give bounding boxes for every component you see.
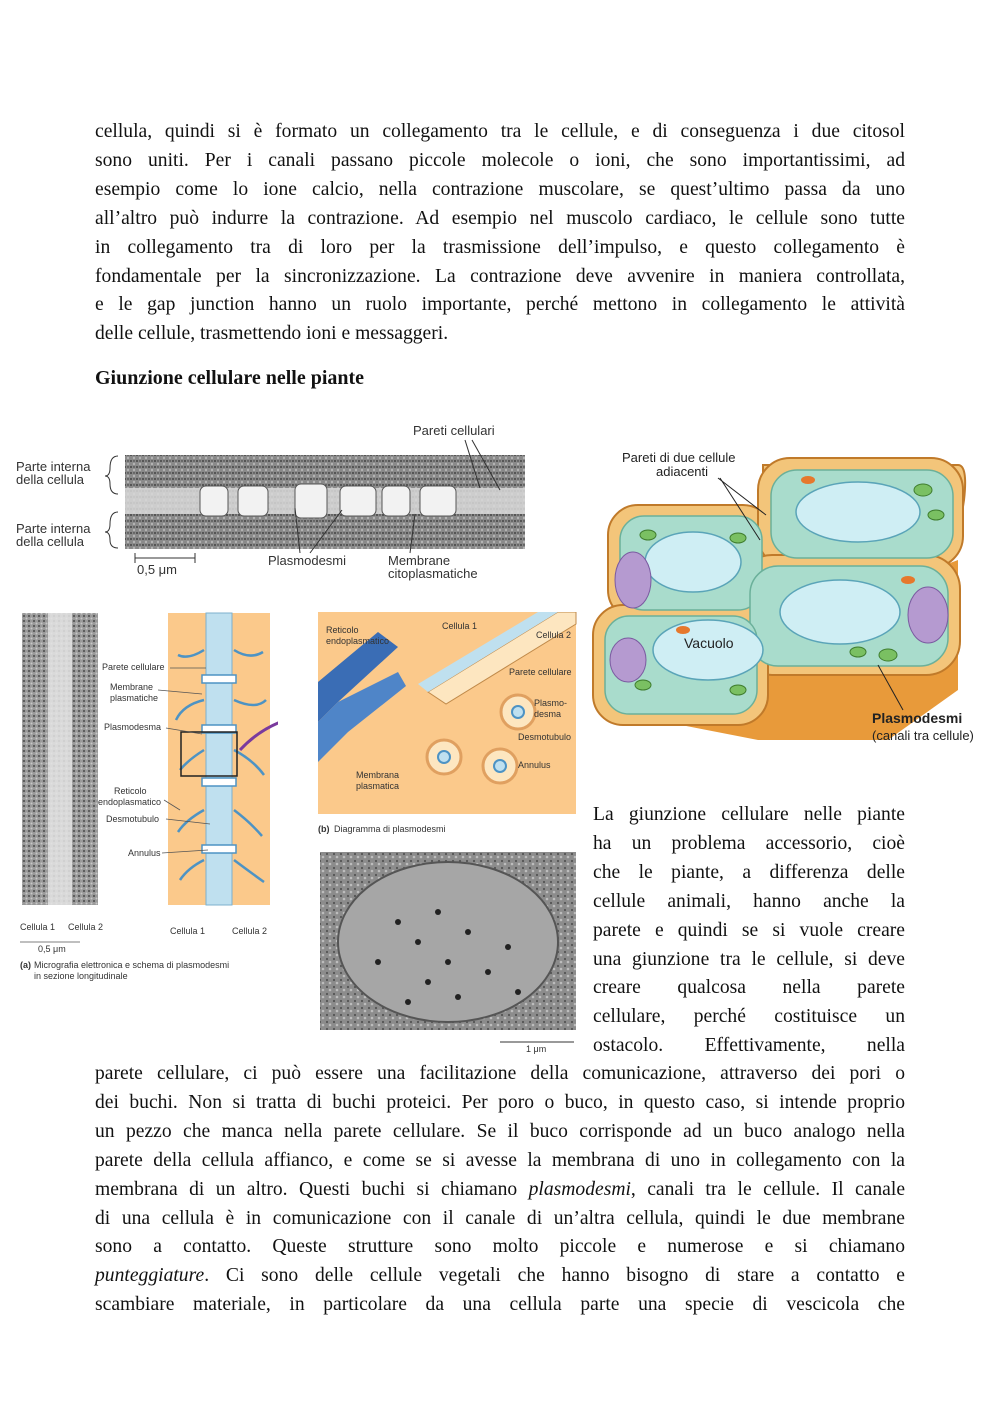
a-label-reticolo: Reticolo <box>114 786 147 796</box>
intro-line: in collegamento tra di loro per la trasmissione dell’impulso, e questo collegamento è <box>95 236 905 258</box>
label-plasmodesmi-3d: Plasmodesmi <box>872 710 963 726</box>
label-citoplasmatiche: citoplasmatiche <box>388 566 478 581</box>
bottom-line <box>95 1262 905 1291</box>
a-caption-2: in sezione longitudinale <box>34 971 128 981</box>
a-label-cellula2b: Cellula 2 <box>232 926 268 936</box>
label-vacuolo: Vacuolo <box>684 635 734 651</box>
bottom-line: parete della cellula affianco, e come se si avesse la membrana di uno in collegamento con la <box>95 1149 905 1171</box>
label-pareti-due-cellule: Pareti di due cellule <box>622 450 736 465</box>
a-label-cellula1b: Cellula 1 <box>170 926 206 936</box>
bottom-line <box>95 1176 905 1205</box>
figure-b-diagram <box>318 612 578 840</box>
b-label-reticolo: Reticolo <box>326 625 359 635</box>
label-plasmodesmi: Plasmodesmi <box>268 553 347 568</box>
intro-line: e le gap junction hanno un ruolo importante, perché mettono in collegamento le attività <box>95 294 905 316</box>
label-parte-interna-1b: della cellula <box>16 472 84 487</box>
a-label-plasmodesma: Plasmodesma <box>104 722 162 732</box>
b-label-membrana: Membrana <box>356 770 400 780</box>
figure-a-longitudinal <box>18 610 278 990</box>
a-label-parete: Parete cellulare <box>102 662 165 672</box>
side-paragraph <box>593 801 905 1061</box>
bottom-line: un pezzo che manca nella parete cellulare. Se il buco corrisponde ad un buco analogo nella <box>95 1120 905 1142</box>
label-parte-interna-1a: Parte interna <box>16 459 91 474</box>
intro-line: fondamentale per la sincronizzazione. La contrazione deve avvenire in maniera controllata, <box>95 265 905 287</box>
bottom-line-post: . Ci sono delle cellule vegetali che hanno bisogno di stare a contatto e <box>204 1265 905 1287</box>
label-pareti-cellulari: Pareti cellulari <box>413 423 495 438</box>
side-line: parete e quindi se si vuole creare <box>593 919 905 941</box>
intro-line: esempio come lo ione calcio, nella contrazione muscolare, se quest’ultimo passa da uno <box>95 178 905 200</box>
a-label-cellula2: Cellula 2 <box>68 922 104 932</box>
b-label-annulus: Annulus <box>518 760 551 770</box>
b-caption-tag: (b) <box>318 824 330 834</box>
side-line: una giunzione tra le cellule, si deve <box>593 948 905 970</box>
label-parte-interna-2a: Parte interna <box>16 521 91 536</box>
a-scale: 0,5 μm <box>38 944 66 954</box>
term-plasmodesmi: plasmodesmi <box>528 1178 631 1200</box>
b-label-endoplasmatico: endoplasmatico <box>326 636 390 646</box>
bottom-line: di una cellula è in comunicazione con il canale di un’altra cellula, quindi le due membrane <box>95 1207 905 1229</box>
bottom-line: dei buchi. Non si tratta di buchi proteici. Per poro o buco, in questo caso, si intende proprio <box>95 1091 905 1113</box>
side-line: creare qualcosa nella parete <box>593 977 905 999</box>
pit-field-micrograph <box>318 852 578 1054</box>
side-line: cellule animali, hanno anche la <box>593 890 905 912</box>
side-line: ha un problema accessorio, cioè <box>593 832 905 854</box>
a-label-plasmatiche: plasmatiche <box>110 693 159 703</box>
intro-line: all’altro può indurre la contrazione. Ad esempio nel muscolo cardiaco, le cellule sono tutte <box>95 207 905 229</box>
intro-line: sono uniti. Per i canali passano piccole molecole o ioni, che sono importantissimi, ad <box>95 149 905 171</box>
plant-cells-3d-figure <box>588 440 988 750</box>
label-membrane: Membrane <box>388 553 451 568</box>
bottom-line: parete cellulare, ci può essere una facilitazione della comunicazione, attraverso dei pori o <box>95 1063 905 1084</box>
b-label-parete: Parete cellulare <box>509 667 572 677</box>
a-caption-tag: (a) <box>20 960 31 970</box>
a-label-annulus: Annulus <box>128 848 161 858</box>
intro-paragraph <box>95 118 905 349</box>
side-line: cellulare, perché costituisce un <box>593 1006 905 1028</box>
label-adiacenti: adiacenti <box>656 464 709 479</box>
b-label-desmotubulo: Desmotubulo <box>518 732 572 742</box>
b-label-cellula2: Cellula 2 <box>536 630 572 640</box>
a-label-cellula1: Cellula 1 <box>20 922 56 932</box>
micrograph-scale: 0,5 μm <box>137 562 178 577</box>
label-canali: (canali tra cellule) <box>872 728 974 743</box>
bottom-paragraph <box>95 1060 905 1320</box>
pit-scale: 1 μm <box>526 1044 547 1054</box>
b-label-cellula1: Cellula 1 <box>442 621 478 631</box>
a-caption-1: Micrografia elettronica e schema di plasmodesmi <box>34 960 230 970</box>
term-punteggiature: punteggiature <box>95 1265 205 1287</box>
a-label-membrane: Membrane <box>110 682 154 692</box>
section-heading: Giunzione cellulare nelle piante <box>95 367 365 389</box>
b-caption: Diagramma di plasmodesmi <box>334 824 446 834</box>
intro-line: delle cellule, trasmettendo ioni e messaggeri. <box>95 323 449 345</box>
side-line: ostacolo. Effettivamente, nella <box>593 1035 905 1057</box>
a-label-endoplasmatico: endoplasmatico <box>98 797 162 807</box>
bottom-line-pre: membrana di un altro. Questi buchi si chiamano <box>95 1178 529 1200</box>
b-label-plasmo: Plasmo- <box>534 698 568 708</box>
intro-line: cellula, quindi si è formato un collegamento tra le cellule, e di conseguenza i due citosol <box>95 121 905 142</box>
b-label-plasmatica: plasmatica <box>356 781 400 791</box>
a-label-desmotubulo: Desmotubulo <box>106 814 160 824</box>
side-line: che le piante, a differenza delle <box>593 861 905 883</box>
label-parte-interna-2b: della cellula <box>16 534 84 549</box>
b-label-desma: desma <box>534 709 562 719</box>
bottom-line-post: , canali tra le cellule. Il canale <box>630 1178 906 1200</box>
bottom-line: scambiare materiale, in particolare da una cellula parte una specie di vescicola che <box>95 1294 905 1316</box>
side-line: La giunzione cellulare nelle piante <box>593 804 905 825</box>
bottom-line: sono a contatto. Queste strutture sono molto piccole e numerose e si chiamano <box>95 1236 905 1258</box>
micrograph-figure <box>10 418 530 588</box>
